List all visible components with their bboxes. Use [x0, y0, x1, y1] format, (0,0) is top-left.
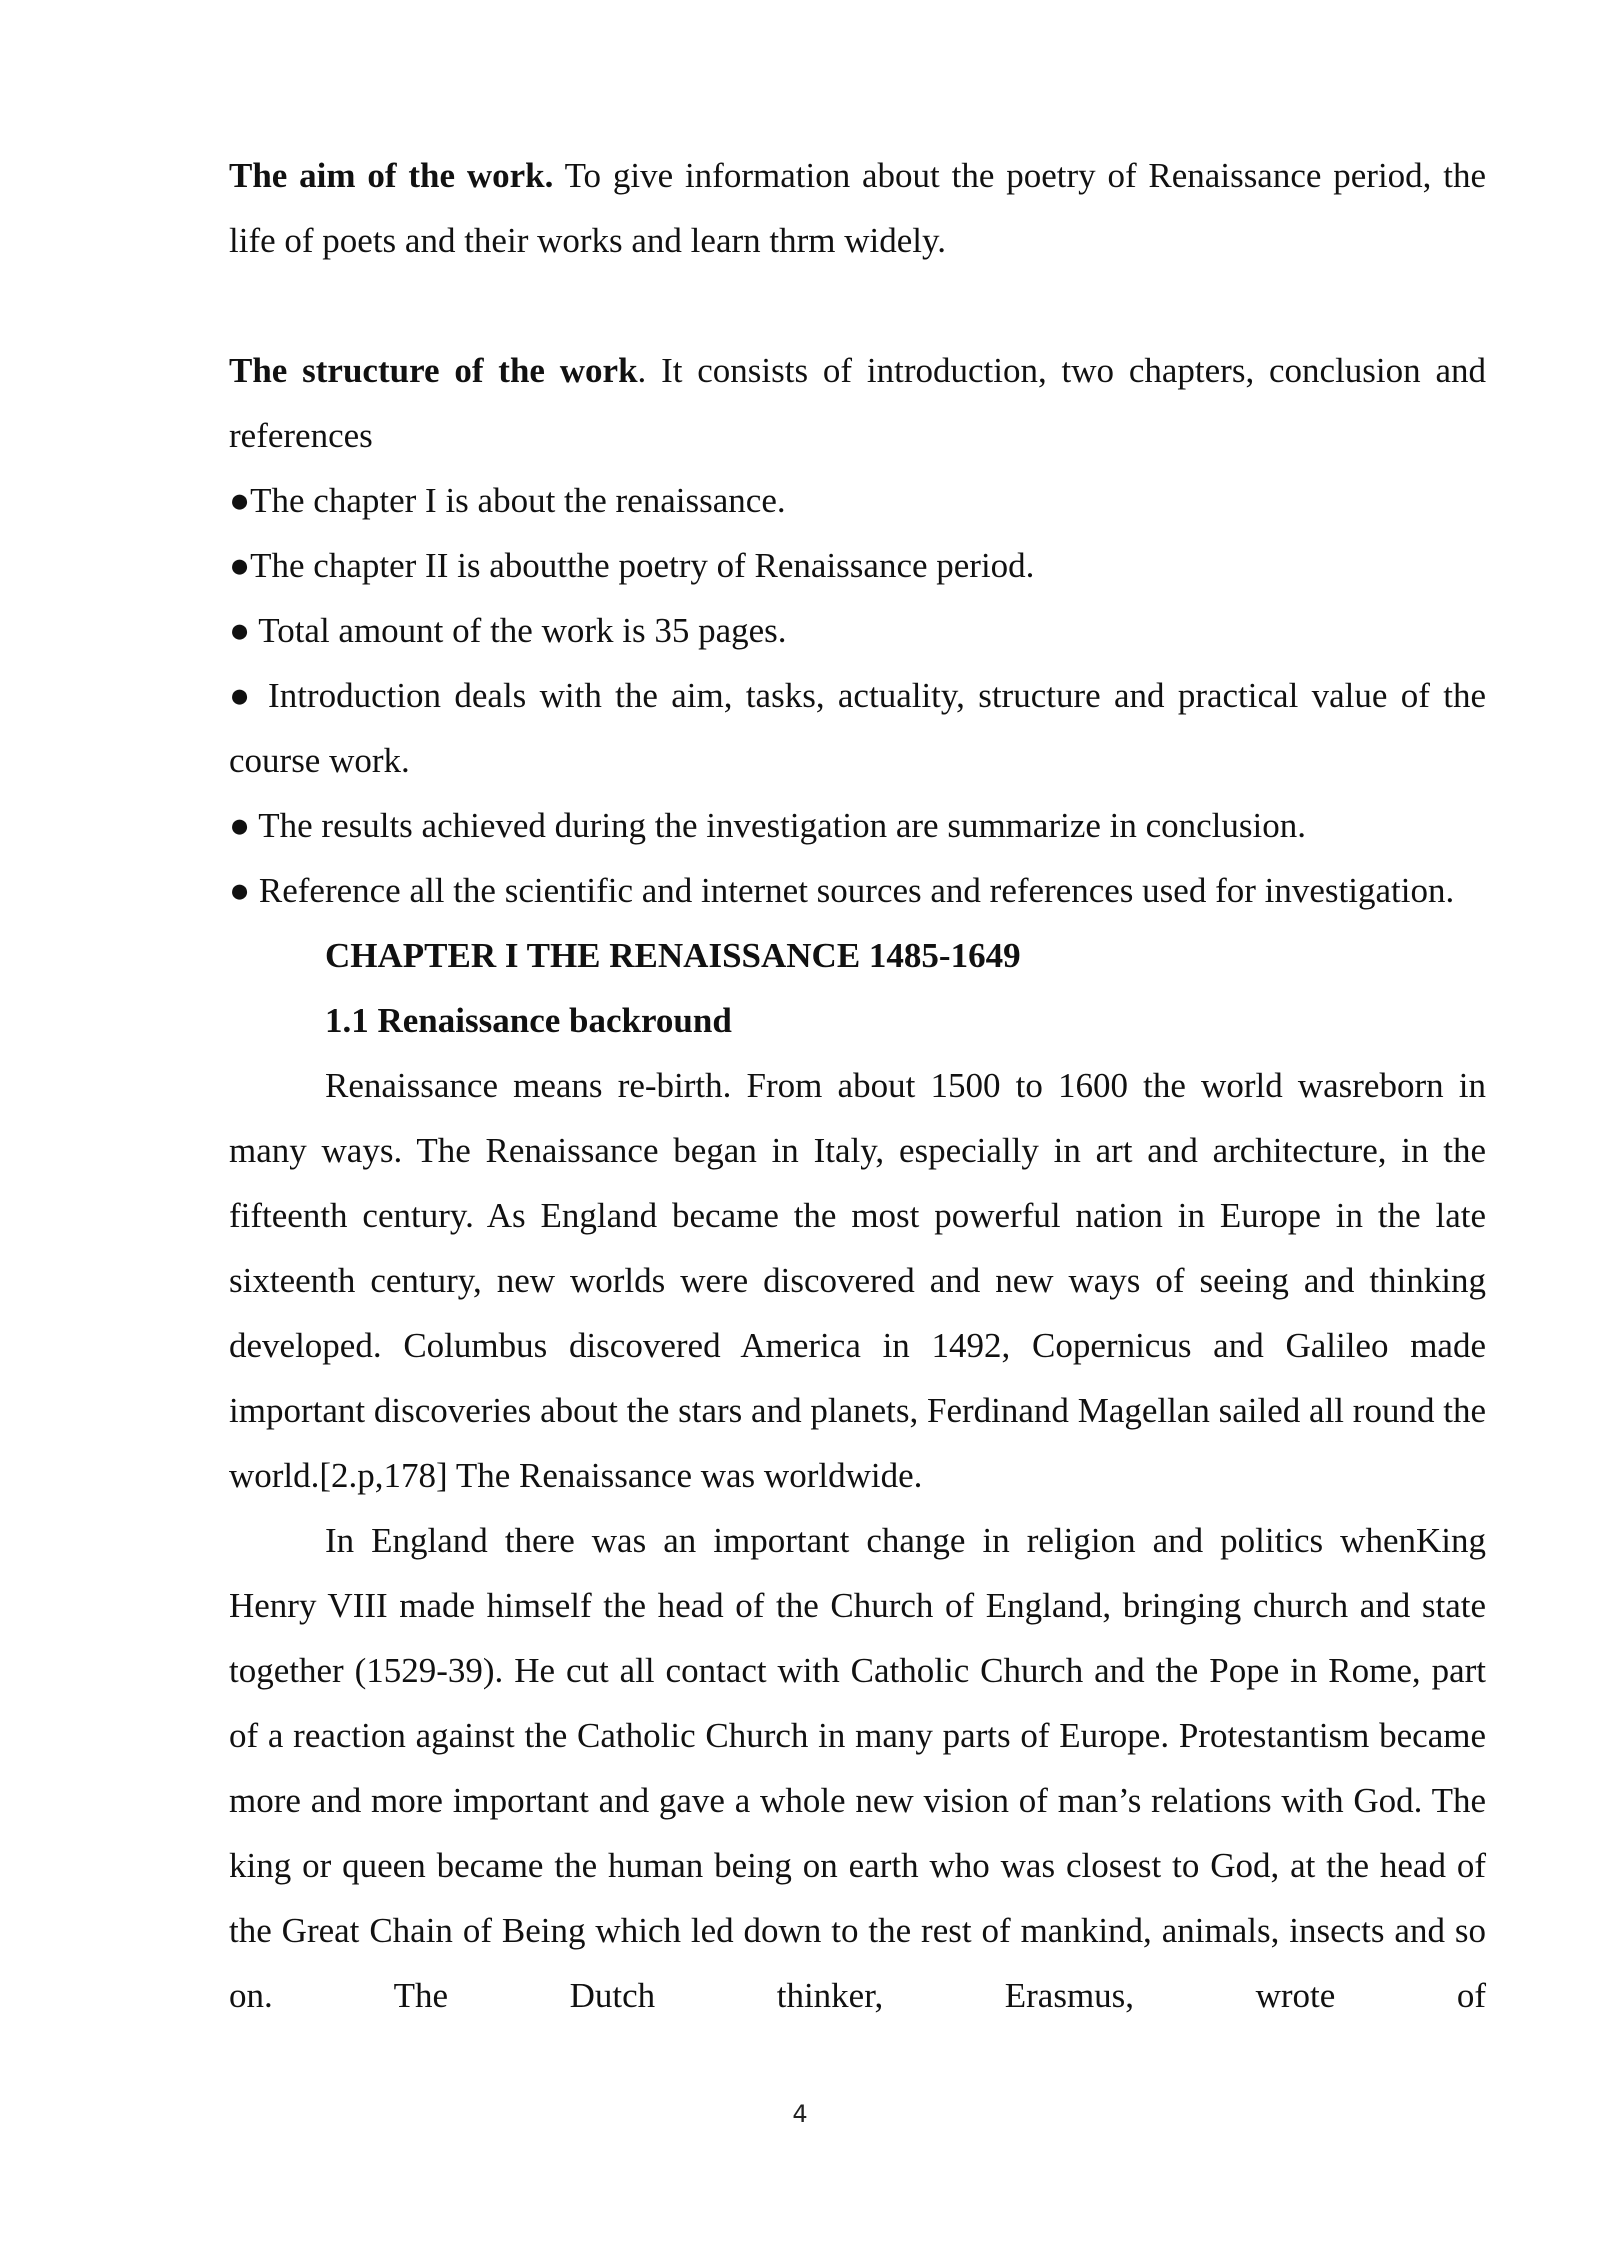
bullet-results: ● The results achieved during the investigation are summarize in conclusion.	[229, 806, 1307, 845]
section-title: 1.1 Renaissance backround	[325, 1001, 732, 1040]
aim-label: The aim of the work.	[229, 156, 554, 195]
page-content	[229, 143, 1486, 2028]
structure-text: . It consists of introduction, two chapters, conclusion and references	[229, 351, 1486, 455]
chapter-title: CHAPTER I THE RENAISSANCE 1485-1649	[325, 936, 1021, 975]
bullet-chapter-two: ●The chapter II is aboutthe poetry of Renaissance period.	[229, 546, 1035, 585]
aim-text: To give information about the poetry of Renaissance period, the life of poets and their works and learn thrm widely.	[229, 156, 1487, 260]
page-number: 4	[792, 2100, 808, 2128]
body-paragraph: Renaissance means re-birth. From about 1500 to 1600 the world wasreborn in many ways. The Renaissance began in Italy, especially in art and architecture, in the fifteenth century. As England became the most powerful nation in Europe in the late sixteenth century, new worlds were discovered and new ways of seeing and thinking developed. Columbus discovered America in 1492, Copernicus and Galileo made important discoveries about the stars and planets, Ferdinand Magellan sailed all round the world.[2.p,178] The Renaissance was worldwide.	[229, 1066, 1486, 1495]
bullet-chapter-one: ●The chapter I is about the renaissance.	[229, 481, 786, 520]
structure-paragraph	[229, 338, 1486, 468]
structure-label: The structure of the work	[229, 351, 638, 390]
aim-paragraph	[229, 143, 1486, 273]
bullet-reference: ● Reference all the scientific and internet sources and references used for investigation.	[229, 871, 1455, 910]
bullet-total-pages: ● Total amount of the work is 35 pages.	[229, 611, 787, 650]
body-paragraph: In England there was an important change in religion and politics whenKing Henry VIII made himself the head of the Church of England, bringing church and state together (1529-39). He cut all contact with Catholic Church and the Pope in Rome, part of a reaction against the Catholic Church in many parts of Europe. Protestantism became more and more important and gave a whole new vision of man’s relations with God. The king or queen became the human being on earth who was closest to God, at the head of the Great Chain of Being which led down to the rest of mankind, animals, insects and so on. The Dutch thinker, Erasmus, wrote of	[229, 1521, 1486, 2015]
bullet-introduction: ● Introduction deals with the aim, tasks, actuality, structure and practical value of the course work.	[229, 676, 1486, 780]
blank-line	[229, 273, 1486, 338]
